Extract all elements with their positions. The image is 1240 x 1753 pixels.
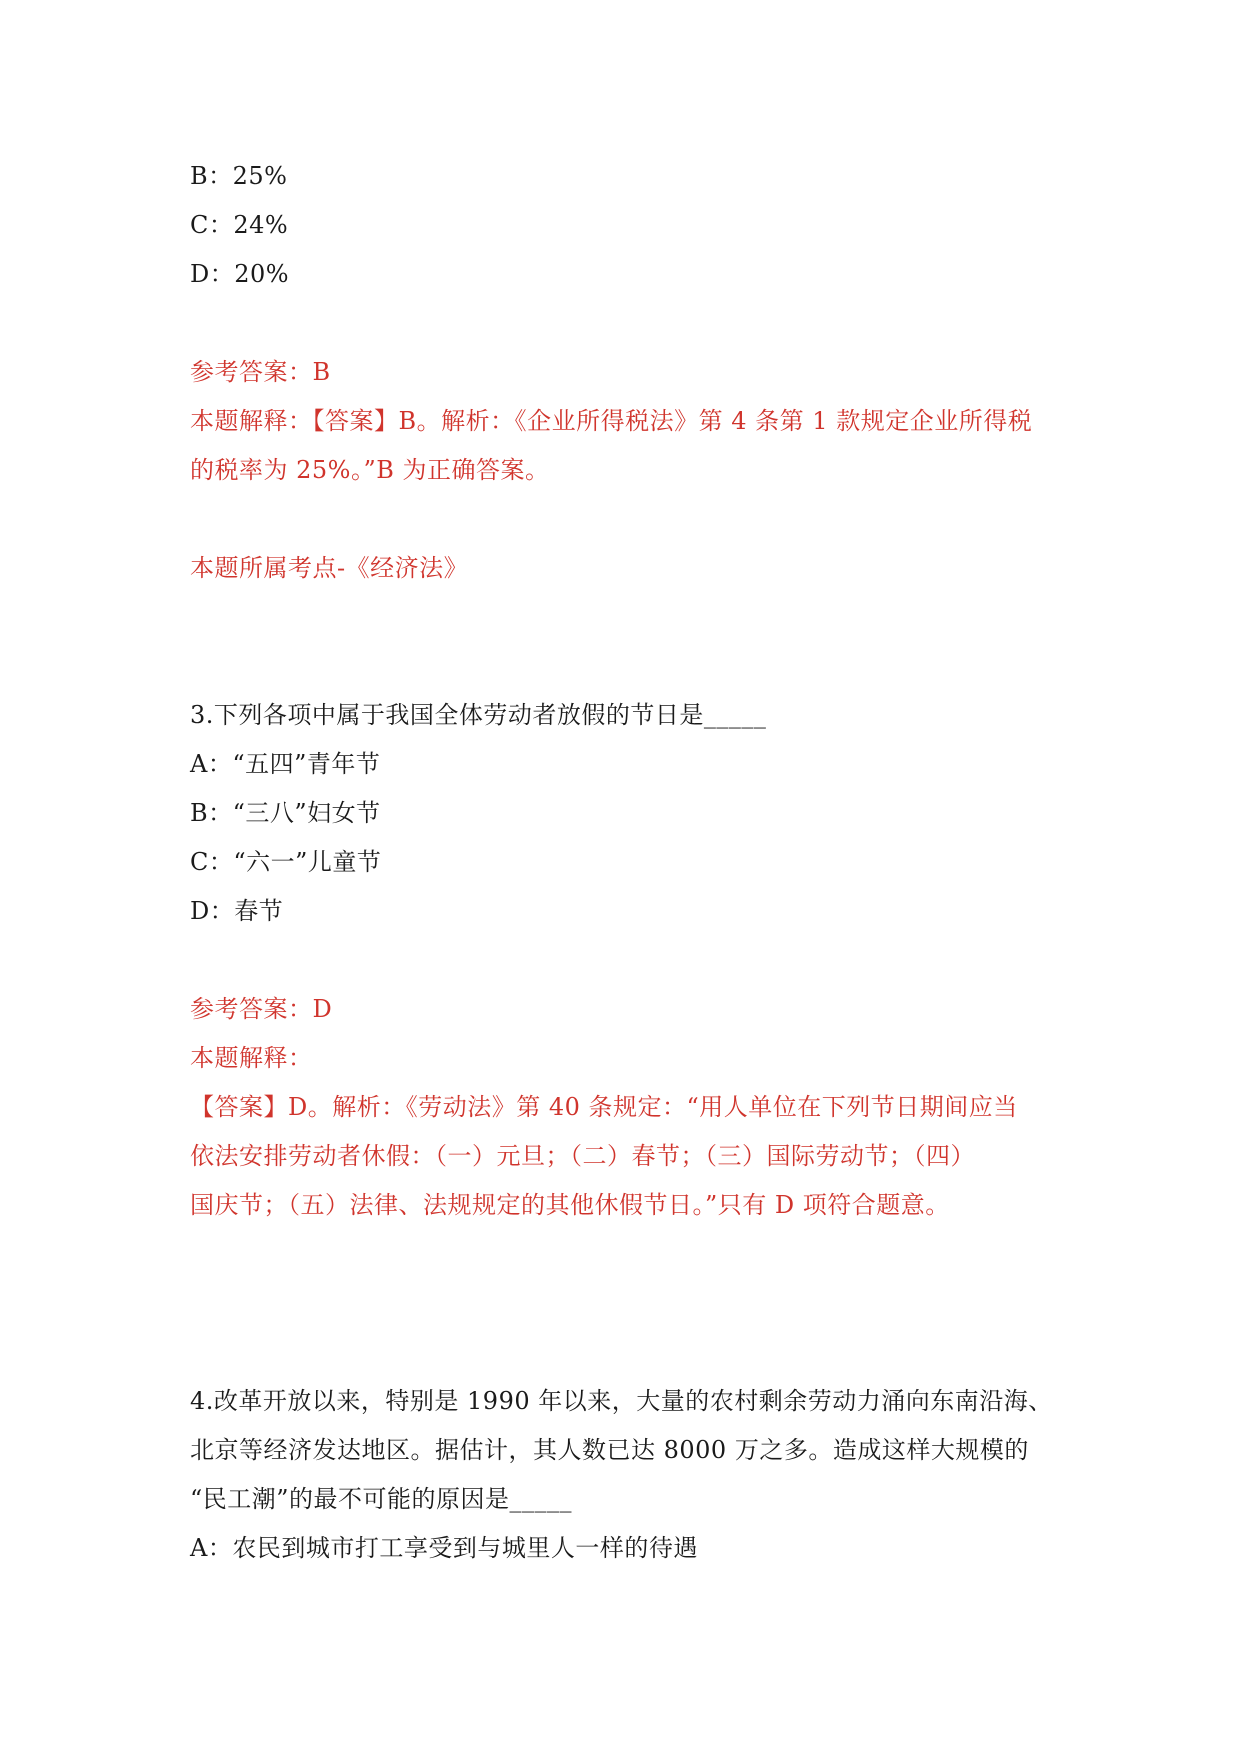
q3-option-c: C：“六一”儿童节	[190, 848, 382, 876]
q3-explanation-line-3: 国庆节；（五）法律、法规规定的其他休假节日。”只有 D 项符合题意。	[190, 1191, 950, 1219]
q2-option-b: B：25%	[190, 162, 288, 190]
q3-explanation-label: 本题解释：	[190, 1044, 313, 1072]
q3-option-d: D：春节	[190, 897, 284, 925]
q2-option-d: D：20%	[190, 260, 290, 288]
q2-explanation-line-1: 本题解释：【答案】B。解析：《企业所得税法》第 4 条第 1 款规定企业所得税	[190, 407, 1033, 435]
q3-option-b: B：“三八”妇女节	[190, 799, 381, 827]
q4-question-line-2: 北京等经济发达地区。据估计，其人数已达 8000 万之多。造成这样大规模的	[190, 1436, 1029, 1464]
q2-answer: 参考答案：B	[190, 358, 331, 386]
q4-question-line-1: 4.改革开放以来，特别是 1990 年以来，大量的农村剩余劳动力涌向东南沿海、	[190, 1387, 1053, 1415]
q3-answer: 参考答案：D	[190, 995, 333, 1023]
q4-question-line-3: “民工潮”的最不可能的原因是_____	[190, 1485, 573, 1513]
q3-explanation-line-2: 依法安排劳动者休假：（一）元旦；（二）春节；（三）国际劳动节；（四）	[190, 1142, 975, 1170]
q2-option-c: C：24%	[190, 211, 289, 239]
q3-question: 3.下列各项中属于我国全体劳动者放假的节日是_____	[190, 701, 767, 729]
q3-explanation-line-1: 【答案】D。解析：《劳动法》第 40 条规定：“用人单位在下列节日期间应当	[190, 1093, 1018, 1121]
q4-option-a: A：农民到城市打工享受到与城里人一样的待遇	[190, 1534, 698, 1562]
q3-option-a: A：“五四”青年节	[190, 750, 381, 778]
q2-topic: 本题所属考点-《经济法》	[190, 554, 469, 582]
q2-explanation-line-2: 的税率为 25%。”B 为正确答案。	[190, 456, 550, 484]
